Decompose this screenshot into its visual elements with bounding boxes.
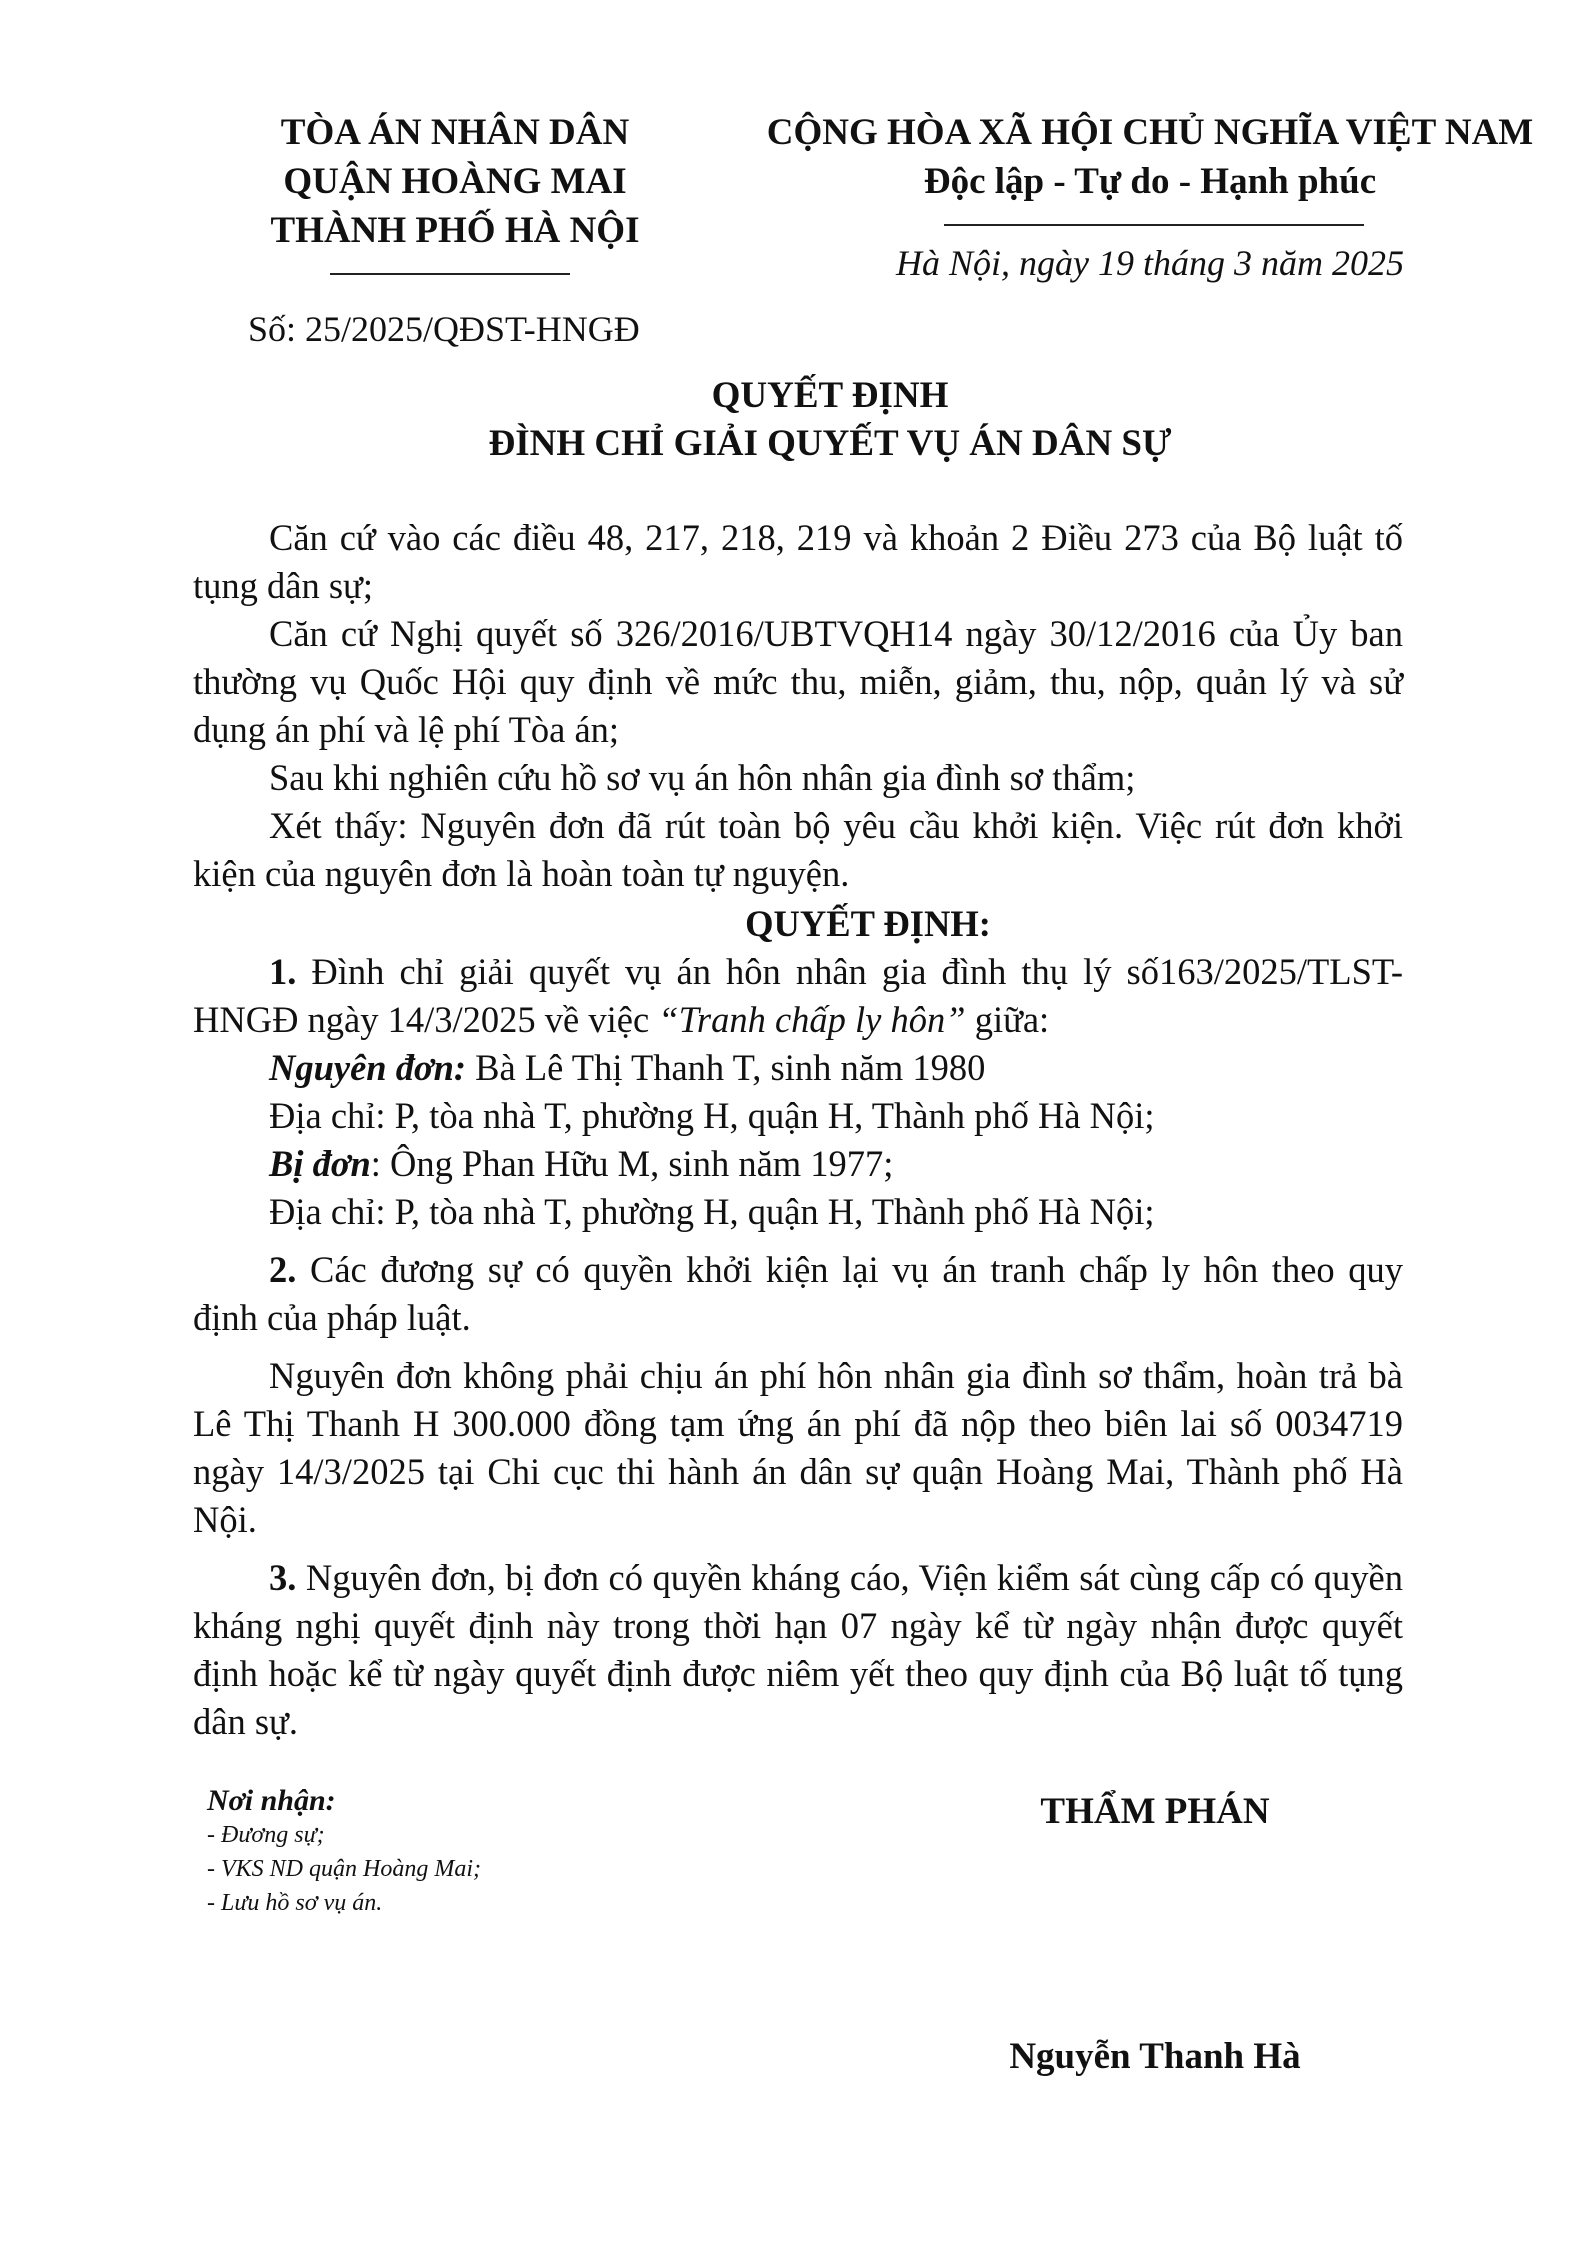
court-line-2: QUẬN HOÀNG MAI — [283, 161, 627, 202]
signer-title: THẨM PHÁN — [1040, 1791, 1270, 1832]
plaintiff-value: Bà Lê Thị Thanh T, sinh năm 1980 — [466, 1047, 986, 1088]
title-line-1: QUYẾT ĐỊNH — [711, 375, 949, 416]
document-body — [193, 514, 1403, 1746]
court-line-1: TÒA ÁN NHÂN DÂN — [280, 112, 630, 153]
item-3-text: Nguyên đơn, bị đơn có quyền kháng cáo, Viện kiểm sát cùng cấp có quyền kháng nghị quyết định này trong thời hạn 07 ngày kể từ ngày nhận được quyết định hoặc kể từ ngày quyết định được niêm yết theo quy định của Bộ luật tố tụng dân sự. — [193, 1557, 1403, 1742]
defendant-line — [193, 1140, 1403, 1188]
item-1-text: Đình chỉ giải quyết vụ án hôn nhân gia đình thụ lý số163/2025/TLST-HNGĐ ngày 14/3/2025 về việc — [193, 951, 1403, 1040]
motto: Độc lập - Tự do - Hạnh phúc — [923, 161, 1377, 202]
decision-heading: QUYẾT ĐỊNH: — [745, 903, 991, 944]
decision-item-2 — [193, 1246, 1403, 1342]
item-2-text: Các đương sự có quyền khởi kiện lại vụ án tranh chấp ly hôn theo quy định của pháp luật. — [193, 1249, 1403, 1338]
plaintiff-label: Nguyên đơn: — [269, 1047, 467, 1088]
recipients-block — [207, 1784, 481, 1920]
legal-basis-3: Sau khi nghiên cứu hồ sơ vụ án hôn nhân gia đình sơ thẩm; — [269, 757, 1136, 798]
document-title — [0, 372, 1586, 468]
recipients-heading: Nơi nhận: — [207, 1784, 336, 1817]
decision-item-1 — [193, 948, 1403, 1044]
title-line-2: ĐÌNH CHỈ GIẢI QUYẾT VỤ ÁN DÂN SỰ — [488, 423, 1172, 464]
defendant-value: : Ông Phan Hữu M, sinh năm 1977; — [370, 1143, 894, 1184]
legal-basis-4: Xét thấy: Nguyên đơn đã rút toàn bộ yêu cầu khởi kiện. Việc rút đơn khởi kiện của nguyên đơn là hoàn toàn tự nguyện. — [193, 805, 1403, 894]
plaintiff-line — [193, 1044, 1403, 1092]
court-line-3: THÀNH PHỐ HÀ NỘI — [270, 210, 640, 251]
item-2-number: 2. — [269, 1249, 297, 1290]
court-name-block — [230, 108, 680, 255]
item-1-number: 1. — [269, 951, 297, 992]
legal-basis-2: Căn cứ Nghị quyết số 326/2016/UBTVQH14 ngày 30/12/2016 của Ủy ban thường vụ Quốc Hội quy định về mức thu, miễn, giảm, thu, nộp, quản lý và sử dụng án phí và lệ phí Tòa án; — [193, 613, 1403, 750]
motto-underline — [944, 224, 1364, 226]
item-1-tail: giữa: — [965, 999, 1050, 1040]
national-motto-block — [745, 108, 1555, 206]
court-fee-paragraph: Nguyên đơn không phải chịu án phí hôn nhân gia đình sơ thẩm, hoàn trả bà Lê Thị Thanh H 300.000 đồng tạm ứng án phí đã nộp theo biên lai số 0034719 ngày 14/3/2025 tại Chi cục thi hành án dân sự quận Hoàng Mai, Thành phố Hà Nội. — [193, 1355, 1403, 1540]
nation-name: CỘNG HÒA XÃ HỘI CHỦ NGHĨA VIỆT NAM — [766, 112, 1534, 153]
signer-name: Nguyễn Thanh Hà — [1009, 2036, 1301, 2077]
document-number: Số: 25/2025/QĐST-HNGĐ — [248, 309, 640, 349]
defendant-address: Địa chỉ: P, tòa nhà T, phường H, quận H, Thành phố Hà Nội; — [269, 1191, 1155, 1232]
case-type: “Tranh chấp ly hôn” — [658, 999, 966, 1040]
recipient-item: - Lưu hồ sơ vụ án. — [207, 1890, 383, 1916]
court-underline — [330, 273, 570, 275]
defendant-label: Bị đơn — [269, 1143, 371, 1184]
recipient-item: - Đương sự; — [207, 1822, 325, 1848]
plaintiff-address: Địa chỉ: P, tòa nhà T, phường H, quận H, Thành phố Hà Nội; — [269, 1095, 1155, 1136]
recipient-item: - VKS ND quận Hoàng Mai; — [207, 1856, 481, 1882]
decision-item-3 — [193, 1554, 1403, 1746]
place-date: Hà Nội, ngày 19 tháng 3 năm 2025 — [896, 243, 1404, 283]
item-3-number: 3. — [269, 1557, 297, 1598]
legal-basis-1: Căn cứ vào các điều 48, 217, 218, 219 và khoản 2 Điều 273 của Bộ luật tố tụng dân sự; — [193, 517, 1403, 606]
